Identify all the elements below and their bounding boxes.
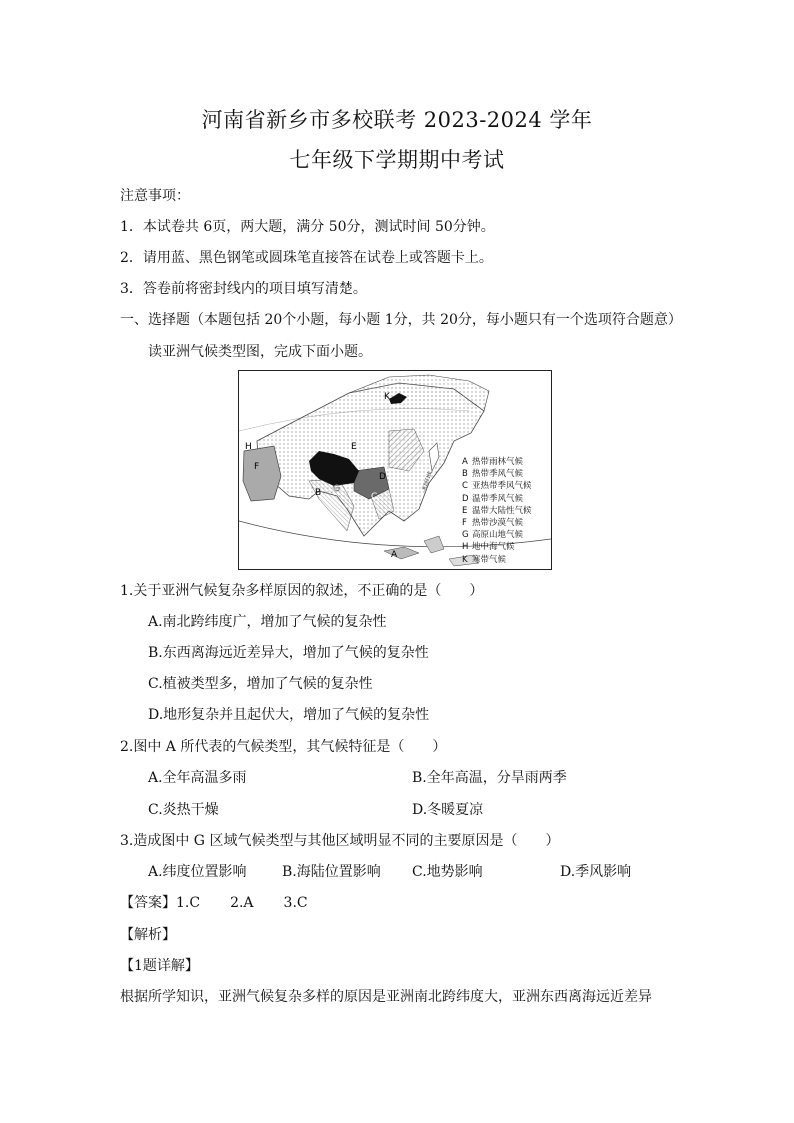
page-title-line1: 河南省新乡市多校联考 2023-2024 学年: [201, 108, 593, 132]
question-1-option-a: A.南北跨纬度广，增加了气候的复杂性: [148, 614, 387, 630]
notice-item-2: 2．请用蓝、黑色钢笔或圆珠笔直接答在试卷上或答题卡上。: [120, 250, 493, 266]
map-label-f: F: [254, 462, 260, 472]
legend-item: C 亚热带季风气候: [462, 481, 532, 492]
map-label-b: B: [315, 488, 322, 498]
question-2-option-a: A.全年高温多雨: [148, 770, 247, 786]
question-3-stem: 3.造成图中 G 区域气候类型与其他区域明显不同的主要原因是（ ）: [120, 833, 560, 849]
question-1-stem: 1.关于亚洲气候复杂多样原因的叙述，不正确的是（ ）: [120, 583, 484, 599]
question-2-stem: 2.图中 A 所代表的气候类型，其气候特征是（ ）: [120, 739, 447, 755]
legend-item: A 热带雨林气候: [462, 457, 524, 467]
map-label-c: C: [371, 492, 378, 502]
question-1-option-c: C.植被类型多，增加了气候的复杂性: [148, 676, 373, 692]
map-label-k: K: [384, 392, 390, 402]
legend-item: B 热带季风气候: [462, 469, 524, 480]
legend-item: G 高原山地气候: [462, 530, 524, 541]
question-3-option-b: B.海陆位置影响: [282, 864, 381, 880]
map-label-a: A: [391, 550, 398, 560]
legend-item: H 地中海气候: [462, 542, 515, 553]
map-label-g: G: [333, 484, 340, 494]
answer-value-2: 2.A: [230, 895, 254, 911]
question-2-option-b: B.全年高温，分旱雨两季: [412, 770, 567, 786]
legend-item: E 温带大陆性气候: [462, 505, 532, 516]
section-instruction: 读亚洲气候类型图，完成下面小题。: [148, 344, 372, 360]
notice-item-1: 1．本试卷共 6页，两大题，满分 50分，测试时间 50分钟。: [120, 219, 495, 235]
analysis-text: 根据所学知识，亚洲气候复杂多样的原因是亚洲南北跨纬度大，亚洲东西离海远近差异: [120, 989, 652, 1005]
question-3-option-a: A.纬度位置影响: [148, 864, 247, 880]
notice-heading: 注意事项：: [120, 188, 190, 204]
legend-item: D 温带季风气候: [462, 493, 524, 504]
map-label-tropic: 北回归线: [421, 470, 434, 492]
question-3-option-d: D.季风影响: [560, 864, 632, 880]
question-1-option-d: D.地形复杂并且起伏大，增加了气候的复杂性: [148, 707, 430, 723]
page-title-line2: 七年级下学期期中考试: [289, 148, 505, 172]
answer-value-3: 3.C: [283, 895, 308, 911]
answer-line: [120, 893, 308, 913]
analysis-sub-label: 【1题详解】: [120, 958, 199, 974]
legend-item: F 热带沙漠气候: [462, 518, 524, 529]
notice-item-3: 3．答卷前将密封线内的项目填写清楚。: [120, 281, 367, 297]
answer-value-1: 1.C: [176, 895, 201, 911]
question-2-option-d: D.冬暖夏凉: [412, 802, 484, 818]
answer-label: 【答案】: [120, 895, 176, 911]
question-1-option-b: B.东西离海远近差异大，增加了气候的复杂性: [148, 645, 429, 661]
map-label-d: D: [379, 472, 386, 482]
question-3-option-c: C.地势影响: [412, 864, 483, 880]
question-2-option-c: C.炎热干燥: [148, 802, 219, 818]
section-heading: 一、选择题（本题包括 20个小题，每小题 1分，共 20分，每小题只有一个选项符合题意）: [120, 312, 682, 328]
legend-item: K 寒带气候: [462, 554, 507, 565]
map-label-e: E: [351, 442, 357, 452]
map-label-h: H: [245, 442, 252, 452]
map-legend: [462, 456, 532, 566]
analysis-label: 【解析】: [120, 927, 176, 943]
